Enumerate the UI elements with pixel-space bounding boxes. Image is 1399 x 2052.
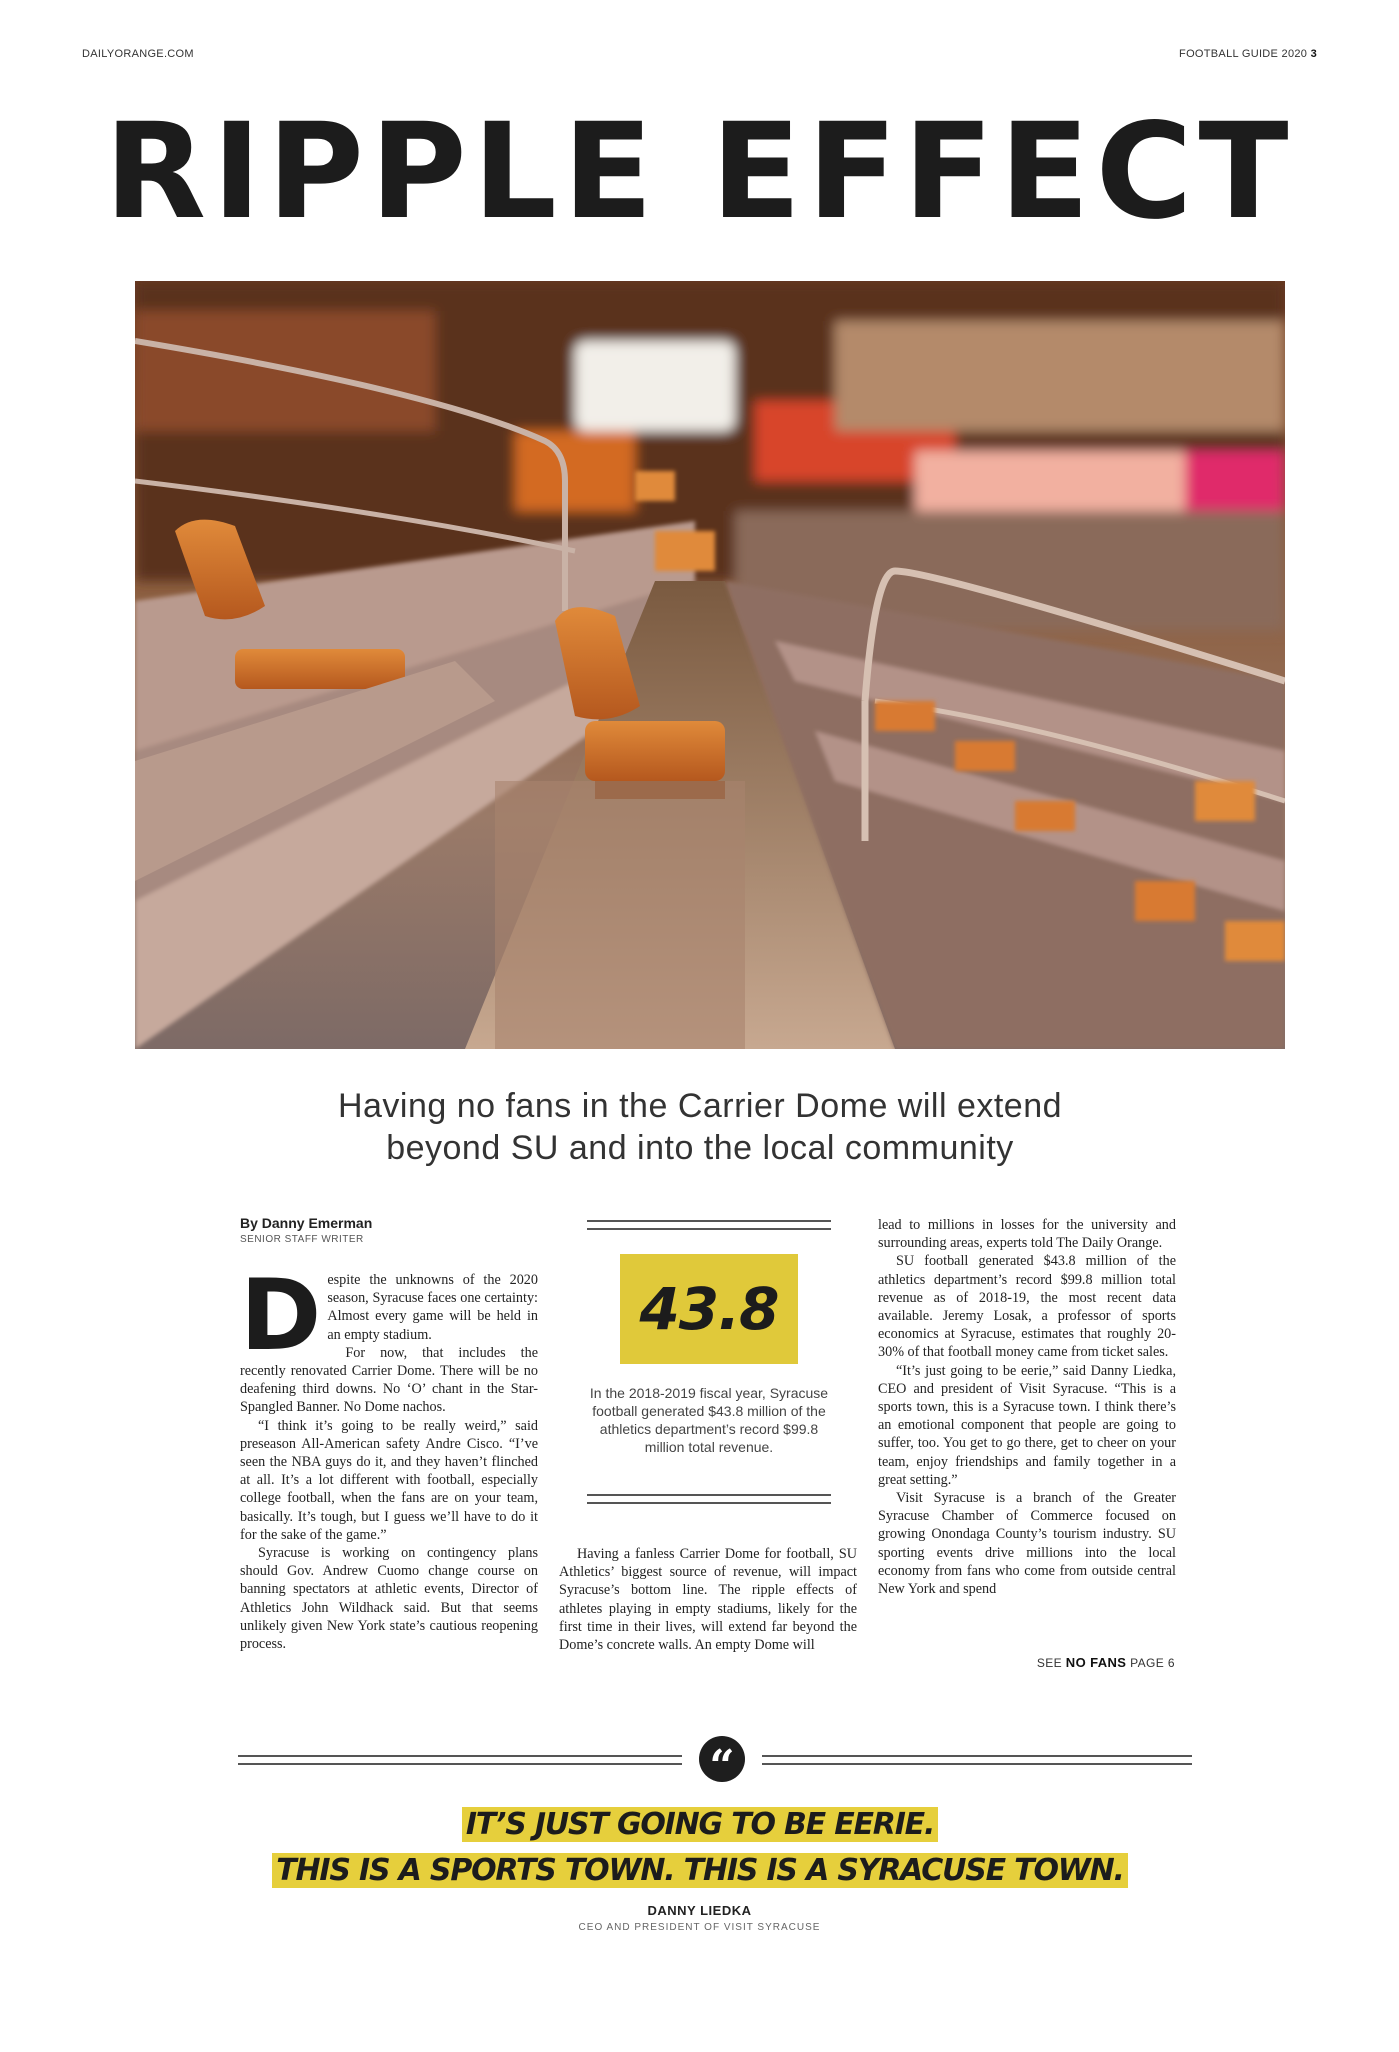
section-name: FOOTBALL GUIDE 2020	[1179, 48, 1308, 60]
deck-subhead: Having no fans in the Carrier Dome will extend beyond SU and into the local community	[337, 1087, 1063, 1167]
headline: RIPPLE EFFECT	[104, 95, 1295, 249]
stat-rule-top	[587, 1220, 831, 1230]
article-column-2	[559, 1545, 857, 1654]
pull-quote-line-2: THIS IS A SPORTS TOWN. THIS IS A SYRACUSE TOWN.	[272, 1853, 1128, 1888]
quote-rule-left	[238, 1755, 682, 1765]
jump-see: SEE	[1036, 1656, 1063, 1670]
paragraph: Syracuse is working on contingency plans should Gov. Andrew Cuomo change course on banning spectators at athletic events, Director of Athletics John Wildhack said. But that seems unlikely given New York state’s cautious reopening process.	[240, 1545, 538, 1653]
paragraph: “I think it’s going to be really weird,” said preseason All-American safety Andre Cisco. “I’ve seen the NBA guys do it, and they haven’t flinched at all. It’s a lot different with football, especially college football, when the fans are on your team, basically. It’s tough, but I guess we’ll have to do it for the sake of the game.”	[240, 1417, 538, 1543]
stadium-photo	[135, 281, 1285, 1049]
stat-caption: In the 2018-2019 fiscal year, Syracuse football generated $43.8 million of the athletics department’s record $99.8 million total revenue.	[589, 1385, 829, 1455]
paragraph: “It’s just going to be eerie,” said Danny Liedka, CEO and president of Visit Syracuse. “This is a sports town, this is a Syracuse town. I think there’s an emotional component that people are going to suffer, too. You get to go there, get to cheer on your team, enjoy friendships and family together in a great setting.”	[878, 1362, 1176, 1488]
site-url: DAILYORANGE.COM	[82, 48, 194, 60]
quote-speaker-role: CEO AND PRESIDENT OF VISIT SYRACUSE	[578, 1922, 821, 1933]
paragraph: lead to millions in losses for the university and surrounding areas, experts told The Daily Orange.	[878, 1217, 1176, 1252]
empty-seats-image	[135, 281, 1285, 1049]
section-folio	[1179, 48, 1317, 60]
jump-page: PAGE 6	[1130, 1656, 1175, 1670]
paragraph: Having a fanless Carrier Dome for football, SU Athletics’ biggest source of revenue, will impact Syracuse’s bottom line. The ripple effects of athletes playing in empty stadiums, likely for the first time in their lives, will extend far beyond the Dome’s concrete walls. An empty Dome will	[559, 1546, 857, 1654]
stat-rule-bottom	[587, 1494, 831, 1504]
pull-quote	[200, 1802, 1200, 1894]
jump-slug: NO FANS	[1065, 1655, 1127, 1670]
quotation-mark-icon: “	[699, 1736, 745, 1782]
article-column-3	[878, 1216, 1176, 1598]
quote-speaker: DANNY LIEDKA	[647, 1903, 752, 1918]
article-column-1	[240, 1259, 538, 1653]
paragraph: SU football generated $43.8 million of the athletics department’s record $99.8 million total revenue as of 2018-19, the most recent data available. Jeremy Losak, a professor of sports economics at Syracuse, estimates that roughly 20-30% of that football money came from ticket sales.	[878, 1253, 1176, 1361]
byline-author: By Danny Emerman	[240, 1215, 373, 1231]
stat-box	[620, 1254, 798, 1364]
pull-quote-line-1: IT’S JUST GOING TO BE EERIE.	[462, 1807, 938, 1842]
paragraph: Visit Syracuse is a branch of the Greater Syracuse Chamber of Commerce focused on growing Onondaga County’s tourism industry. SU sporting events drive millions into the local economy from fans who come from outside central New York and spend	[878, 1490, 1176, 1598]
paragraph: espite the unknowns of the 2020 season, Syracuse faces one certainty: Almost every game will be held in an empty stadium.	[327, 1272, 538, 1343]
byline-role: SENIOR STAFF WRITER	[240, 1234, 364, 1245]
jump-line	[1037, 1655, 1175, 1670]
stat-value: 43.8	[639, 1275, 779, 1343]
drop-cap: D	[240, 1259, 322, 1373]
quote-rule-right	[762, 1755, 1192, 1765]
paragraph: For now, that includes the recently renovated Carrier Dome. There will be no deafening third downs. No ‘O’ chant in the Star-Spangled Banner. No Dome nachos.	[240, 1344, 538, 1416]
page-number: 3	[1310, 48, 1317, 60]
